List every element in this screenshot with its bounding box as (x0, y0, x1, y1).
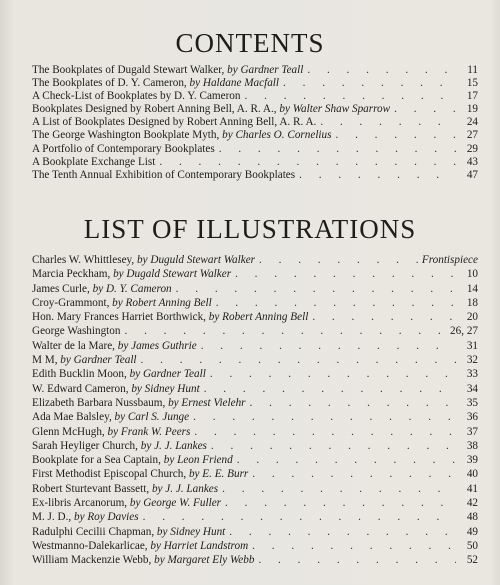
page-number: Frontispiece (421, 254, 478, 266)
entry-title-text: Westmanno-Dalekarlicae, (32, 539, 151, 552)
page-number: 42 (466, 497, 478, 510)
entry-author: by E. E. Burr (188, 468, 249, 481)
entry-title (32, 382, 200, 396)
entry-author: by Margaret Ely Webb (154, 554, 255, 567)
dot-leader (211, 439, 456, 453)
dot-leader (204, 382, 456, 396)
entry-title (32, 267, 231, 281)
page-number: 48 (466, 511, 478, 524)
dot-leader (245, 90, 457, 103)
illustration-entry (32, 367, 478, 381)
page-number: 20 (466, 311, 478, 324)
dot-leader (250, 396, 456, 410)
entry-author: by Gardner Teall (227, 64, 304, 76)
illustration-entry (32, 539, 478, 553)
illustration-entry (32, 467, 478, 481)
entry-title (32, 339, 197, 353)
illustration-entry (32, 267, 478, 281)
entry-author: by James Guthrie (117, 339, 197, 352)
entry-title (32, 310, 308, 324)
illustration-entry (32, 396, 478, 410)
entry-title-text: George Washington (32, 325, 121, 338)
entry-author: by Gardner Teall (129, 368, 206, 381)
entry-title-text: M M, (32, 354, 61, 367)
dot-leader (219, 143, 456, 156)
dot-leader (299, 169, 456, 182)
entry-title (32, 282, 172, 296)
entry-author: by Robert Anning Bell (112, 296, 212, 309)
illustration-entry (32, 282, 478, 296)
page-number: 52 (466, 554, 478, 567)
illustration-entry (32, 453, 478, 467)
illustrations-list (32, 253, 478, 568)
entry-title (32, 425, 190, 439)
page-number: 33 (466, 368, 478, 381)
page-number: 49 (466, 525, 478, 538)
entry-author: by Dugald Stewart Walker (113, 268, 232, 281)
entry-title (32, 90, 241, 103)
entry-title-text: Marcia Peckham, (32, 268, 114, 281)
dot-leader (235, 267, 456, 281)
entry-title-text: Robert Sturtevant Bassett, (32, 482, 152, 495)
entry-title (32, 410, 189, 424)
illustrations-heading: LIST OF ILLUSTRATIONS (83, 214, 417, 244)
page-number: 11 (467, 64, 478, 76)
entry-author: by Ernest Vielehr (168, 396, 246, 409)
contents-entry (32, 129, 478, 142)
page-number: 15 (466, 77, 478, 90)
page-number: 29 (466, 142, 478, 155)
entry-author: by Robert Anning Bell (208, 311, 309, 324)
entry-title-text: Radulphi Cecilii Chapman, (32, 525, 157, 538)
entry-title-text: First Methodist Episcopal Church, (32, 468, 189, 481)
entry-title-text: Sarah Heyliger Church, (32, 439, 141, 452)
page-number: 19 (466, 103, 478, 116)
entry-title (32, 253, 255, 267)
entry-title-text: James Curle, (32, 282, 93, 295)
entry-title-text: The George Washington Bookplate Myth, (32, 129, 223, 142)
page-number: 36 (466, 411, 478, 424)
entry-title-text: A Check-List of Bookplates by D. Y. Cameron (32, 90, 241, 103)
entry-title-text: A Bookplate Exchange List (32, 155, 156, 168)
dot-leader (222, 482, 456, 496)
entry-title (32, 64, 303, 77)
page-number: 47 (466, 168, 478, 181)
entry-title-text: M. J. D., (32, 511, 74, 524)
entry-title-text: The Bookplates of Dugald Stewart Walker, (32, 64, 228, 76)
entry-title-text: Bookplate for a Sea Captain, (32, 454, 164, 467)
illustration-entry (32, 525, 478, 539)
dot-leader (237, 453, 456, 467)
entry-title-text: Bookplates Designed by Robert Anning Bell, A. R. A., (32, 103, 280, 116)
page-number: 24 (466, 116, 478, 129)
page-number: 17 (466, 90, 478, 103)
entry-title-text: Hon. Mary Frances Harriet Borthwick, (32, 311, 209, 324)
dot-leader (194, 425, 456, 439)
contents-entry (32, 90, 478, 103)
illustration-entry (32, 339, 478, 353)
contents-list (32, 64, 478, 182)
page-number: 34 (466, 382, 478, 395)
illustration-entry (32, 382, 478, 396)
entry-title-text: Croy-Grammont, (32, 296, 113, 309)
illustration-entry (32, 310, 478, 324)
entry-author: by Carl S. Junge (114, 411, 190, 424)
entry-author: by Charles O. Cornelius (222, 129, 332, 142)
dot-leader (201, 339, 456, 353)
page-number: 27 (466, 129, 478, 142)
contents-heading: CONTENTS (175, 28, 325, 58)
page-number: 32 (466, 354, 478, 367)
entry-title-text: The Tenth Annual Exhibition of Contemporary Bookplates (32, 168, 296, 181)
entry-author: by Roy Davies (73, 511, 139, 524)
entry-author: by Duguld Stewart Walker (137, 254, 256, 266)
illustration-entry (32, 410, 478, 424)
entry-title-text: The Bookplates of D. Y. Cameron, (32, 77, 190, 90)
illustration-entry (32, 510, 478, 524)
entry-title (32, 324, 120, 338)
entry-title (32, 367, 206, 381)
entry-author: by J. J. Lankes (140, 439, 207, 452)
illustration-entry (32, 553, 478, 567)
entry-title-text: Elizabeth Barbara Nussbaum, (32, 396, 169, 409)
contents-entry (32, 156, 478, 169)
entry-title-text: Glenn McHugh, (32, 425, 108, 438)
entry-title (32, 510, 139, 524)
page-number: 40 (466, 468, 478, 481)
entry-title (32, 129, 331, 142)
illustration-entry (32, 253, 478, 267)
entry-title-text: W. Edward Cameron, (32, 382, 132, 395)
entry-title-text: Ada Mae Balsley, (32, 411, 115, 424)
entry-title (32, 169, 295, 182)
page-number: 35 (466, 396, 478, 409)
illustration-entry (32, 496, 478, 510)
entry-title-text: A Portfolio of Contemporary Bookplates (32, 142, 215, 155)
dot-leader (141, 353, 456, 367)
dot-leader (312, 310, 456, 324)
contents-entry (32, 103, 478, 116)
dot-leader (335, 129, 456, 142)
entry-author: by Leon Friend (163, 454, 233, 467)
dot-leader (143, 510, 456, 524)
page-number: 38 (466, 439, 478, 452)
entry-title-text: A List of Bookplates Designed by Robert Anning Bell, A. R. A. (32, 116, 317, 129)
contents-entry (32, 169, 478, 182)
entry-title (32, 453, 233, 467)
dot-leader (124, 324, 446, 338)
entry-title (32, 353, 137, 367)
entry-title (32, 539, 248, 553)
entry-title (32, 396, 246, 410)
entry-title-text: William Mackenzie Webb, (32, 554, 155, 567)
page-number: 31 (466, 339, 478, 352)
illustration-entry (32, 296, 478, 310)
illustration-entry (32, 439, 478, 453)
entry-title-text: Charles W. Whittlesey, (32, 254, 138, 266)
dot-leader (229, 525, 456, 539)
entry-author: by Haldane Macfall (189, 77, 280, 90)
entry-title (32, 553, 254, 567)
entry-title (32, 525, 225, 539)
contents-entry (32, 64, 478, 77)
dot-leader (394, 103, 456, 116)
illustration-entry (32, 324, 478, 338)
entry-author: by Sidney Hunt (131, 382, 200, 395)
page-number: 37 (466, 425, 478, 438)
entry-author: by George W. Fuller (129, 497, 222, 510)
dot-leader (320, 116, 456, 129)
page-number: 10 (466, 268, 478, 281)
page-number: 41 (466, 482, 478, 495)
dot-leader (225, 496, 456, 510)
entry-author: by Sidney Hunt (156, 525, 226, 538)
dot-leader (193, 410, 456, 424)
entry-title (32, 296, 212, 310)
dot-leader (307, 64, 456, 77)
dot-leader (176, 282, 456, 296)
contents-entry (32, 143, 478, 156)
illustration-entry (32, 425, 478, 439)
page-number: 39 (466, 454, 478, 467)
dot-leader (283, 77, 456, 90)
page-number: 14 (466, 282, 478, 295)
page-number: 50 (466, 539, 478, 552)
illustration-entry (32, 353, 478, 367)
dot-leader (216, 296, 456, 310)
entry-title (32, 156, 155, 169)
entry-title-text: Walter de la Mare, (32, 339, 118, 352)
entry-title (32, 103, 390, 116)
entry-author: by J. J. Lankes (151, 482, 219, 495)
entry-author: by Walter Shaw Sparrow (279, 103, 391, 116)
entry-title (32, 143, 215, 156)
entry-author: by D. Y. Cameron (92, 282, 172, 295)
dot-leader (259, 253, 418, 267)
entry-title (32, 439, 207, 453)
entry-title-text: Edith Bucklin Moon, (32, 368, 130, 381)
entry-title (32, 116, 316, 129)
dot-leader (252, 539, 456, 553)
contents-entry (32, 116, 478, 129)
entry-title (32, 77, 279, 90)
entry-author: by Harriet Landstrom (150, 539, 249, 552)
entry-author: by Frank W. Peers (107, 425, 191, 438)
entry-title (32, 496, 221, 510)
dot-leader (258, 553, 456, 567)
dot-leader (210, 367, 456, 381)
page-number: 26, 27 (450, 325, 478, 338)
dot-leader (159, 156, 456, 169)
entry-author: by Gardner Teall (60, 354, 137, 367)
entry-title-text: Ex-libris Arcanorum, (32, 497, 130, 510)
entry-title (32, 467, 248, 481)
illustration-entry (32, 482, 478, 496)
contents-entry (32, 77, 478, 90)
entry-title (32, 482, 218, 496)
page-number: 18 (466, 296, 478, 309)
dot-leader (252, 467, 456, 481)
page-number: 43 (466, 155, 478, 168)
